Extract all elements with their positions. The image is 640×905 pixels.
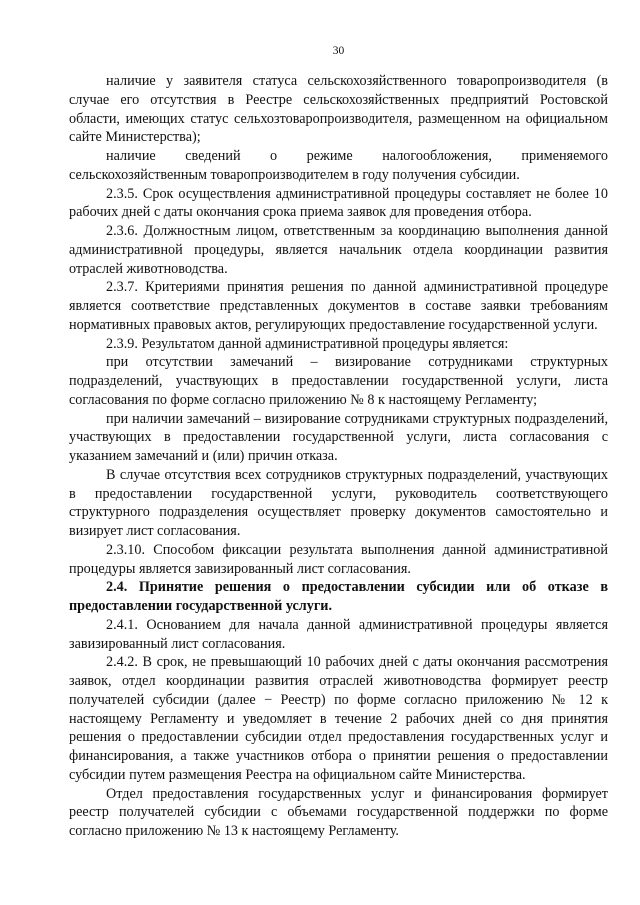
paragraph-2-3-7: 2.3.7. Критериями принятия решения по данной административной процедуре является соответствие представленных документов в составе заявки требованиям нормативных правовых актов, регулирующих предоставление государственной услуги. [69,279,608,333]
paragraph-applicant-status: наличие у заявителя статуса сельскохозяйственного товаропроизводителя (в случае его отсутствия в Реестре сельскохозяйственных предприятий Ростовской области, имеющих статус сельхозтоваропроизводителя, размещенном на официальном сайте Министерства); [69,73,608,146]
paragraph-2-4-1: 2.4.1. Основанием для начала данной административной процедуры является завизированный лист согласования. [69,616,608,652]
paragraph-tax-regime: наличие сведений о режиме налогообложения, применяемого сельскохозяйственным товаропроизводителем в году получения субсидии. [69,148,608,183]
paragraph-2-3-6: 2.3.6. Должностным лицом, ответственным за координацию выполнения данной административной процедуры, является начальник отдела координации развития отраслей животноводства. [69,223,608,277]
paragraph-absence-of-staff: В случае отсутствия всех сотрудников структурных подразделений, участвующих в предоставлении государственной услуги, руководитель соответствующего структурного подразделения осуществляет проверку документов самостоятельно и визирует лист согласования. [69,466,608,539]
page-number: 30 [332,45,345,57]
paragraph-2-3-10: 2.3.10. Способом фиксации результата выполнения данной административной процедуры является завизированный лист согласования. [69,541,608,577]
document-body [69,72,608,841]
paragraph-with-remarks: при наличии замечаний – визирование сотрудниками структурных подразделений, участвующих в предоставлении государственной услуги, листа согласования с указанием замечаний и (или) причин отказа. [69,410,608,464]
paragraph-2-3-5: 2.3.5. Срок осуществления административной процедуры составляет не более 10 рабочих дней с даты окончания срока приема заявок для проведения отбора. [69,185,608,221]
paragraph-2-3-9: 2.3.9. Результатом данной административной процедуры является: [106,335,509,352]
paragraph-no-remarks: при отсутствии замечаний – визирование сотрудниками структурных подразделений, участвующих в предоставлении государственной услуги, листа согласования по форме согласно приложению № 8 к настоящему Регламенту; [69,354,608,408]
paragraph-2-4-2: 2.4.2. В срок, не превышающий 10 рабочих дней с даты окончания рассмотрения заявок, отдел координации развития отраслей животноводства формирует реестр получателей субсидии (далее − Реестр) по форме согласно приложению № 12 к настоящему Регламенту и уведомляет в течение 2 рабочих дней со дня принятия решения о предоставлении субсидии отдел предоставления государственных услуг и финансирования, а также участников отбора о принятии решения о предоставлении субсидии путем размещения Реестра на официальном сайте Министерства. [69,654,608,783]
paragraph-registry-formation: Отдел предоставления государственных услуг и финансирования формирует реестр получателей субсидии с объемами государственной поддержки по форме согласно приложению № 13 к настоящему Регламенту. [69,785,608,839]
section-heading-2-4: 2.4. Принятие решения о предоставлении субсидии или об отказе в предоставлении государственной услуги. [69,579,608,614]
